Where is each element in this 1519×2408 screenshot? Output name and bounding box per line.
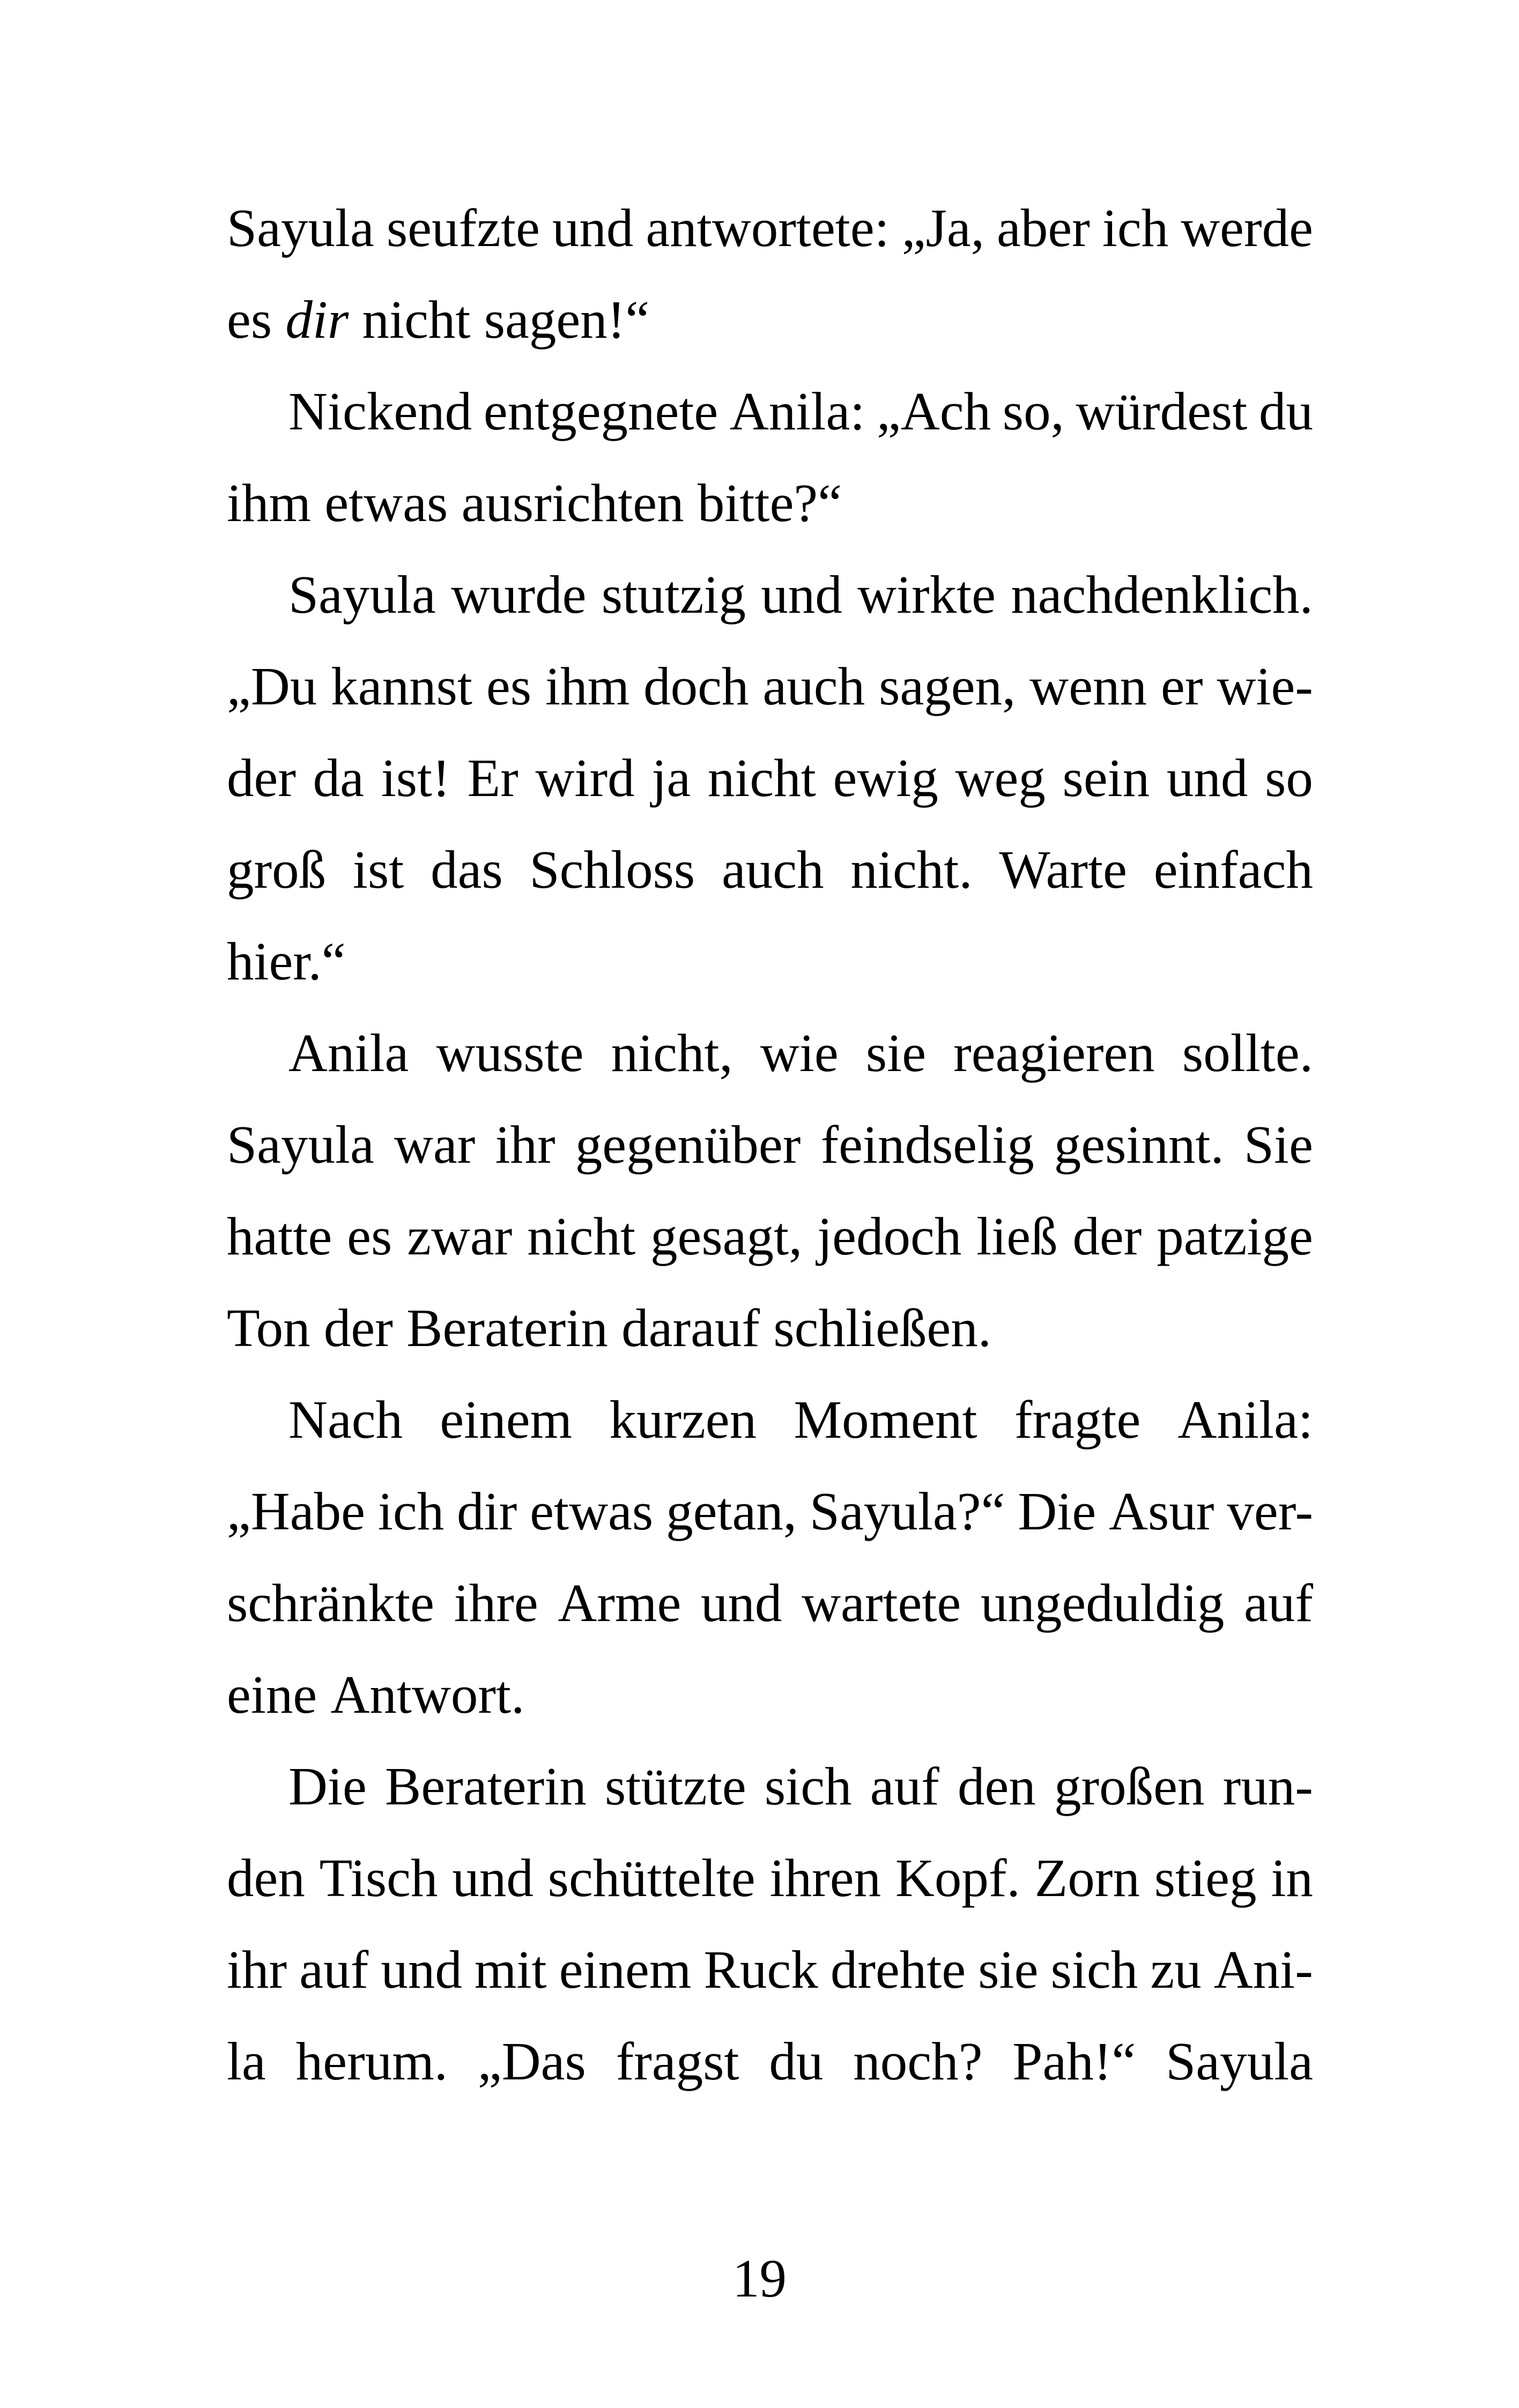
- word: fragte: [1014, 1389, 1141, 1450]
- word: weg: [955, 748, 1046, 808]
- word: bitte?“: [697, 473, 842, 533]
- word: Sie: [1243, 1114, 1313, 1175]
- word: das: [431, 839, 503, 900]
- word: Pah!“: [1012, 2031, 1136, 2091]
- word: Nach: [288, 1389, 403, 1450]
- text-line: [227, 2016, 1313, 2107]
- word: war: [394, 1114, 476, 1175]
- word: und: [761, 564, 842, 625]
- word: und: [1166, 748, 1248, 808]
- word: stieg: [1154, 1848, 1257, 1908]
- word: du: [769, 2031, 824, 2091]
- word: kannst: [331, 656, 472, 716]
- word: wird: [535, 748, 635, 808]
- word: nicht.: [850, 839, 973, 900]
- text-line: [227, 916, 1313, 1007]
- word: nicht: [362, 289, 471, 350]
- word: Warte: [999, 839, 1127, 900]
- text-line: [227, 1557, 1313, 1649]
- word: hatte: [227, 1206, 332, 1266]
- word: einfach: [1153, 839, 1313, 900]
- word: ver-: [1227, 1481, 1313, 1541]
- word: wurde: [451, 564, 587, 625]
- word: so,: [1002, 381, 1064, 441]
- text-line: [227, 1099, 1313, 1191]
- word: großen: [1054, 1756, 1205, 1816]
- word: ihm: [227, 473, 312, 533]
- word: Beraterin: [406, 1298, 608, 1358]
- word: Zorn: [1034, 1848, 1140, 1908]
- word: jedoch: [817, 1206, 962, 1266]
- word: Moment: [794, 1389, 977, 1450]
- word: Asur: [1109, 1481, 1214, 1541]
- word: ihre: [454, 1573, 538, 1633]
- text-line: [227, 182, 1313, 274]
- text-line: [227, 824, 1313, 916]
- word: sich: [764, 1756, 852, 1816]
- text-line: [227, 274, 1313, 366]
- text-line: [227, 1924, 1313, 2016]
- word: in: [1271, 1848, 1313, 1908]
- word: sich: [1050, 1939, 1138, 2000]
- word: es: [347, 1206, 392, 1266]
- word: Anila: [288, 1023, 409, 1083]
- text-line: [227, 366, 1313, 457]
- word: ihm: [545, 656, 630, 716]
- word: Sayula: [227, 198, 374, 258]
- word: Sayula?“: [809, 1481, 1005, 1541]
- word: antwortete:: [646, 198, 890, 258]
- word: ja: [651, 748, 691, 808]
- word: und: [452, 1848, 533, 1908]
- word: der: [1072, 1206, 1142, 1266]
- word: sie: [865, 1023, 927, 1083]
- word: Nickend: [288, 381, 472, 441]
- word: Schloss: [529, 839, 695, 900]
- word: es: [227, 289, 272, 350]
- text-line: [227, 1649, 1313, 1741]
- word: Sayula: [227, 1114, 374, 1175]
- word: drehte: [830, 1939, 966, 2000]
- word: „Das: [477, 2031, 586, 2091]
- word: den: [227, 1848, 305, 1908]
- word: du: [1258, 381, 1313, 441]
- word: reagieren: [953, 1023, 1155, 1083]
- word: ist: [352, 839, 404, 900]
- word: der: [227, 748, 296, 808]
- text-line: [227, 1282, 1313, 1374]
- word: sagen!“: [484, 289, 650, 350]
- text-line: [227, 1007, 1313, 1099]
- word: mit: [474, 1939, 547, 2000]
- emphasized-word: dir: [285, 289, 349, 350]
- word: darauf: [621, 1298, 760, 1358]
- word: Antwort.: [330, 1664, 525, 1725]
- word: hier.“: [227, 931, 346, 991]
- word: wusste: [436, 1023, 584, 1083]
- word: eine: [227, 1664, 317, 1725]
- word: wie-: [1217, 656, 1313, 716]
- word: nicht,: [611, 1023, 733, 1083]
- word: zwar: [407, 1206, 513, 1266]
- word: wirkte: [857, 564, 996, 625]
- word: ihr: [495, 1114, 555, 1175]
- text-line: [227, 1741, 1313, 1832]
- text-line: [227, 641, 1313, 732]
- word: so: [1265, 748, 1313, 808]
- word: ewig: [833, 748, 938, 808]
- word: la: [227, 2031, 266, 2091]
- word: getan,: [666, 1481, 797, 1541]
- word: Sayula: [1166, 2031, 1313, 2091]
- word: Die: [288, 1756, 367, 1816]
- word: sagen,: [879, 656, 1016, 716]
- word: nicht: [527, 1206, 636, 1266]
- word: es: [486, 656, 532, 716]
- word: Kopf.: [895, 1848, 1020, 1908]
- word: seufzte: [386, 198, 540, 258]
- word: Die: [1018, 1481, 1096, 1541]
- word: Tisch: [319, 1848, 438, 1908]
- word: gesagt,: [650, 1206, 803, 1266]
- word: sein: [1062, 748, 1150, 808]
- word: noch?: [853, 2031, 983, 2091]
- word: ungeduldig: [980, 1573, 1225, 1633]
- word: herum.: [295, 2031, 448, 2091]
- page-number: 19: [732, 2248, 787, 2308]
- word: dir: [457, 1481, 517, 1541]
- word: ihr: [227, 1939, 287, 2000]
- word: etwas: [530, 1481, 654, 1541]
- word: ausrichten: [461, 473, 684, 533]
- text-line: [227, 1466, 1313, 1557]
- word: stutzig: [601, 564, 746, 625]
- word: ließ: [976, 1206, 1058, 1266]
- word: „Ja,: [901, 198, 984, 258]
- word: Er: [467, 748, 518, 808]
- word: schränkte: [227, 1573, 434, 1633]
- word: fragst: [616, 2031, 739, 2091]
- word: „Habe: [227, 1481, 365, 1541]
- word: da: [313, 748, 364, 808]
- word: sie: [978, 1939, 1039, 2000]
- word: schließen.: [773, 1298, 991, 1358]
- word: auf: [1243, 1573, 1313, 1633]
- word: zu: [1150, 1939, 1202, 2000]
- word: „Ach: [877, 381, 991, 441]
- word: Sayula: [288, 564, 436, 625]
- word: würdest: [1076, 381, 1248, 441]
- text-line: [227, 1832, 1313, 1924]
- word: und: [552, 198, 634, 258]
- word: wartete: [802, 1573, 961, 1633]
- word: Ani-: [1213, 1939, 1313, 2000]
- word: Anila:: [729, 381, 865, 441]
- word: Ruck: [703, 1939, 818, 2000]
- word: Anila:: [1177, 1389, 1313, 1450]
- word: auf: [870, 1756, 939, 1816]
- word: sollte.: [1182, 1023, 1313, 1083]
- word: wie: [760, 1023, 839, 1083]
- word: ihren: [769, 1848, 881, 1908]
- word: ist!: [381, 748, 450, 808]
- word: groß: [227, 839, 327, 900]
- word: ich: [1102, 198, 1169, 258]
- text-line: [227, 457, 1313, 549]
- word: auf: [299, 1939, 369, 2000]
- word: einem: [440, 1389, 573, 1450]
- word: stützte: [605, 1756, 746, 1816]
- word: nachdenklich.: [1011, 564, 1313, 625]
- body-text: [227, 182, 1313, 2107]
- word: feindselig: [820, 1114, 1034, 1175]
- word: ich: [377, 1481, 444, 1541]
- text-line: [227, 549, 1313, 641]
- word: Ton: [227, 1298, 310, 1358]
- word: wenn: [1029, 656, 1147, 716]
- word: etwas: [324, 473, 448, 533]
- word: den: [957, 1756, 1036, 1816]
- word: auch: [721, 839, 824, 900]
- word: run-: [1222, 1756, 1313, 1816]
- word: gegenüber: [575, 1114, 801, 1175]
- word: er: [1161, 656, 1203, 716]
- word: der: [323, 1298, 393, 1358]
- word: einem: [559, 1939, 692, 2000]
- text-line: [227, 1191, 1313, 1282]
- word: Beraterin: [385, 1756, 587, 1816]
- word: patzige: [1157, 1206, 1313, 1266]
- text-line: [227, 1374, 1313, 1466]
- text-line: [227, 732, 1313, 824]
- word: aber: [997, 198, 1090, 258]
- word: Arme: [558, 1573, 681, 1633]
- word: „Du: [227, 656, 317, 716]
- word: kurzen: [609, 1389, 757, 1450]
- word: gesinnt.: [1054, 1114, 1224, 1175]
- word: und: [381, 1939, 462, 2000]
- word: entgegnete: [483, 381, 718, 441]
- word: schüttelte: [547, 1848, 755, 1908]
- word: und: [700, 1573, 782, 1633]
- word: werde: [1181, 198, 1313, 258]
- word: nicht: [707, 748, 816, 808]
- word: auch: [762, 656, 865, 716]
- word: doch: [643, 656, 749, 716]
